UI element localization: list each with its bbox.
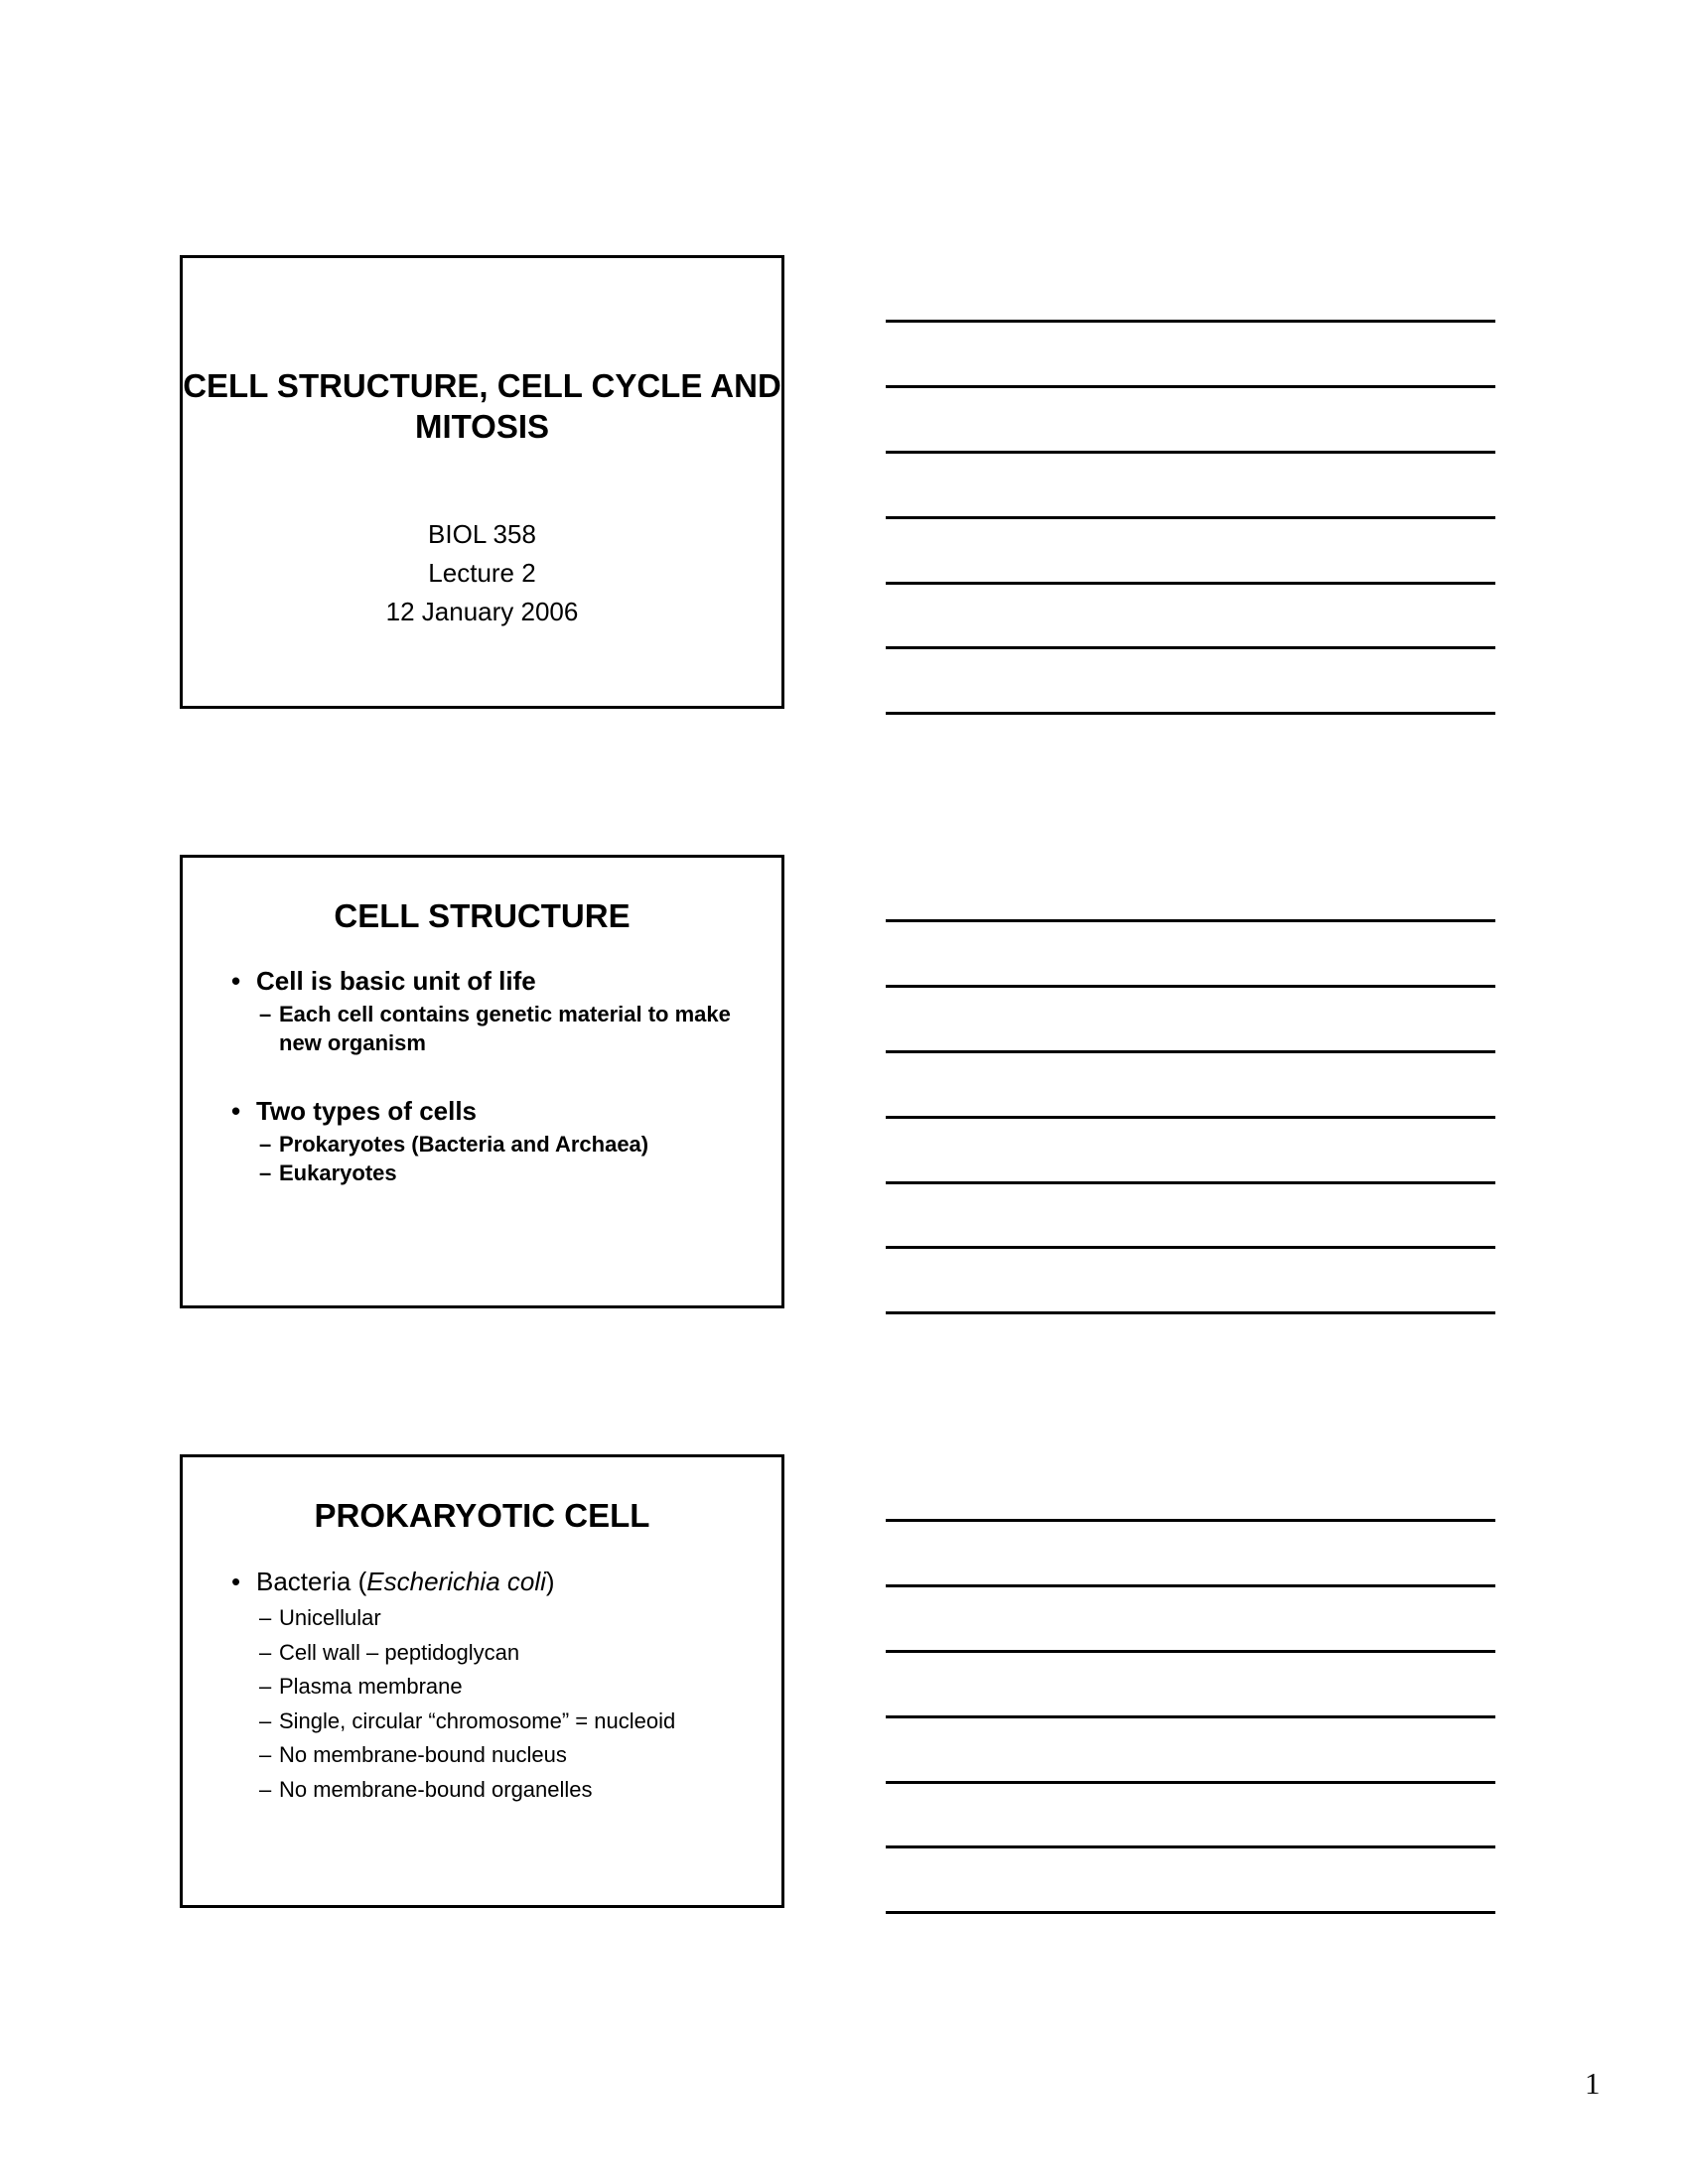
bullet-text: Cell is basic unit of life xyxy=(256,966,536,996)
note-line xyxy=(886,712,1495,715)
sub-list xyxy=(259,1601,762,1807)
bullet-text-end: ) xyxy=(545,1567,555,1596)
course-code: BIOL 358 xyxy=(428,519,536,549)
note-line xyxy=(886,516,1495,519)
sub-item xyxy=(259,1705,762,1739)
bullet-item xyxy=(231,1094,762,1128)
bullet-marker: • xyxy=(231,1567,241,1596)
page-number: 1 xyxy=(1585,2066,1601,2101)
slide-1 xyxy=(180,255,784,709)
bullet-group xyxy=(231,964,762,1057)
bullet-marker: • xyxy=(231,966,241,996)
note-line xyxy=(886,646,1495,649)
sub-item xyxy=(259,1636,762,1671)
note-line xyxy=(886,1911,1495,1914)
slide-3 xyxy=(180,1454,784,1908)
sub-item xyxy=(259,1130,762,1159)
sub-list xyxy=(259,1130,762,1187)
sub-text: No membrane-bound nucleus xyxy=(279,1742,567,1767)
bullet-text-italic: Escherichia coli xyxy=(366,1567,546,1596)
note-line xyxy=(886,1781,1495,1784)
note-line xyxy=(886,919,1495,922)
note-line xyxy=(886,385,1495,388)
lecture-number: Lecture 2 xyxy=(428,558,536,588)
slide-subtitle xyxy=(183,515,781,631)
note-line xyxy=(886,1050,1495,1053)
dash-marker: – xyxy=(259,1742,272,1767)
note-line xyxy=(886,1845,1495,1848)
sub-text: Eukaryotes xyxy=(279,1160,397,1185)
dash-marker: – xyxy=(259,1605,272,1630)
dash-marker: – xyxy=(259,1002,272,1026)
dash-marker: – xyxy=(259,1674,272,1699)
note-line xyxy=(886,451,1495,454)
sub-item xyxy=(259,1601,762,1636)
sub-item xyxy=(259,1000,762,1057)
sub-item xyxy=(259,1670,762,1705)
dash-marker: – xyxy=(259,1160,272,1185)
sub-text: Single, circular “chromosome” = nucleoid xyxy=(279,1707,676,1733)
note-line xyxy=(886,985,1495,988)
sub-list xyxy=(259,1000,762,1057)
dash-marker: – xyxy=(259,1639,272,1665)
note-line xyxy=(886,1519,1495,1522)
bullet-group xyxy=(231,1094,762,1187)
dash-marker: – xyxy=(259,1707,272,1733)
bullet-marker: • xyxy=(231,1096,241,1126)
dash-marker: – xyxy=(259,1776,272,1802)
dash-marker: – xyxy=(259,1132,272,1157)
note-line xyxy=(886,1246,1495,1249)
note-line xyxy=(886,1650,1495,1653)
note-line xyxy=(886,1116,1495,1119)
sub-item xyxy=(259,1159,762,1187)
slide-title: CELL STRUCTURE, CELL CYCLE AND MITOSIS xyxy=(183,367,781,445)
bullet-item xyxy=(231,964,762,998)
sub-item xyxy=(259,1738,762,1773)
sub-text: Each cell contains genetic material to make new organism xyxy=(279,1002,731,1055)
bullet-text: Two types of cells xyxy=(256,1096,478,1126)
note-line xyxy=(886,1715,1495,1718)
note-line xyxy=(886,1584,1495,1587)
note-line xyxy=(886,582,1495,585)
note-line xyxy=(886,320,1495,323)
sub-text: Prokaryotes (Bacteria and Archaea) xyxy=(279,1132,649,1157)
sub-text: Cell wall – peptidoglycan xyxy=(279,1639,520,1665)
bullet-list xyxy=(231,1564,762,1807)
slide-2 xyxy=(180,855,784,1308)
sub-text: No membrane-bound organelles xyxy=(279,1776,593,1802)
lecture-date: 12 January 2006 xyxy=(385,597,579,626)
note-line xyxy=(886,1311,1495,1314)
slide-title: CELL STRUCTURE xyxy=(334,897,631,934)
bullet-item xyxy=(231,1564,762,1599)
sub-text: Plasma membrane xyxy=(279,1674,463,1699)
slide-title: PROKARYOTIC CELL xyxy=(314,1497,650,1534)
bullet-text-start: Bacteria ( xyxy=(256,1567,367,1596)
sub-item xyxy=(259,1773,762,1808)
bullet-list xyxy=(231,964,762,1224)
note-line xyxy=(886,1181,1495,1184)
sub-text: Unicellular xyxy=(279,1605,381,1630)
